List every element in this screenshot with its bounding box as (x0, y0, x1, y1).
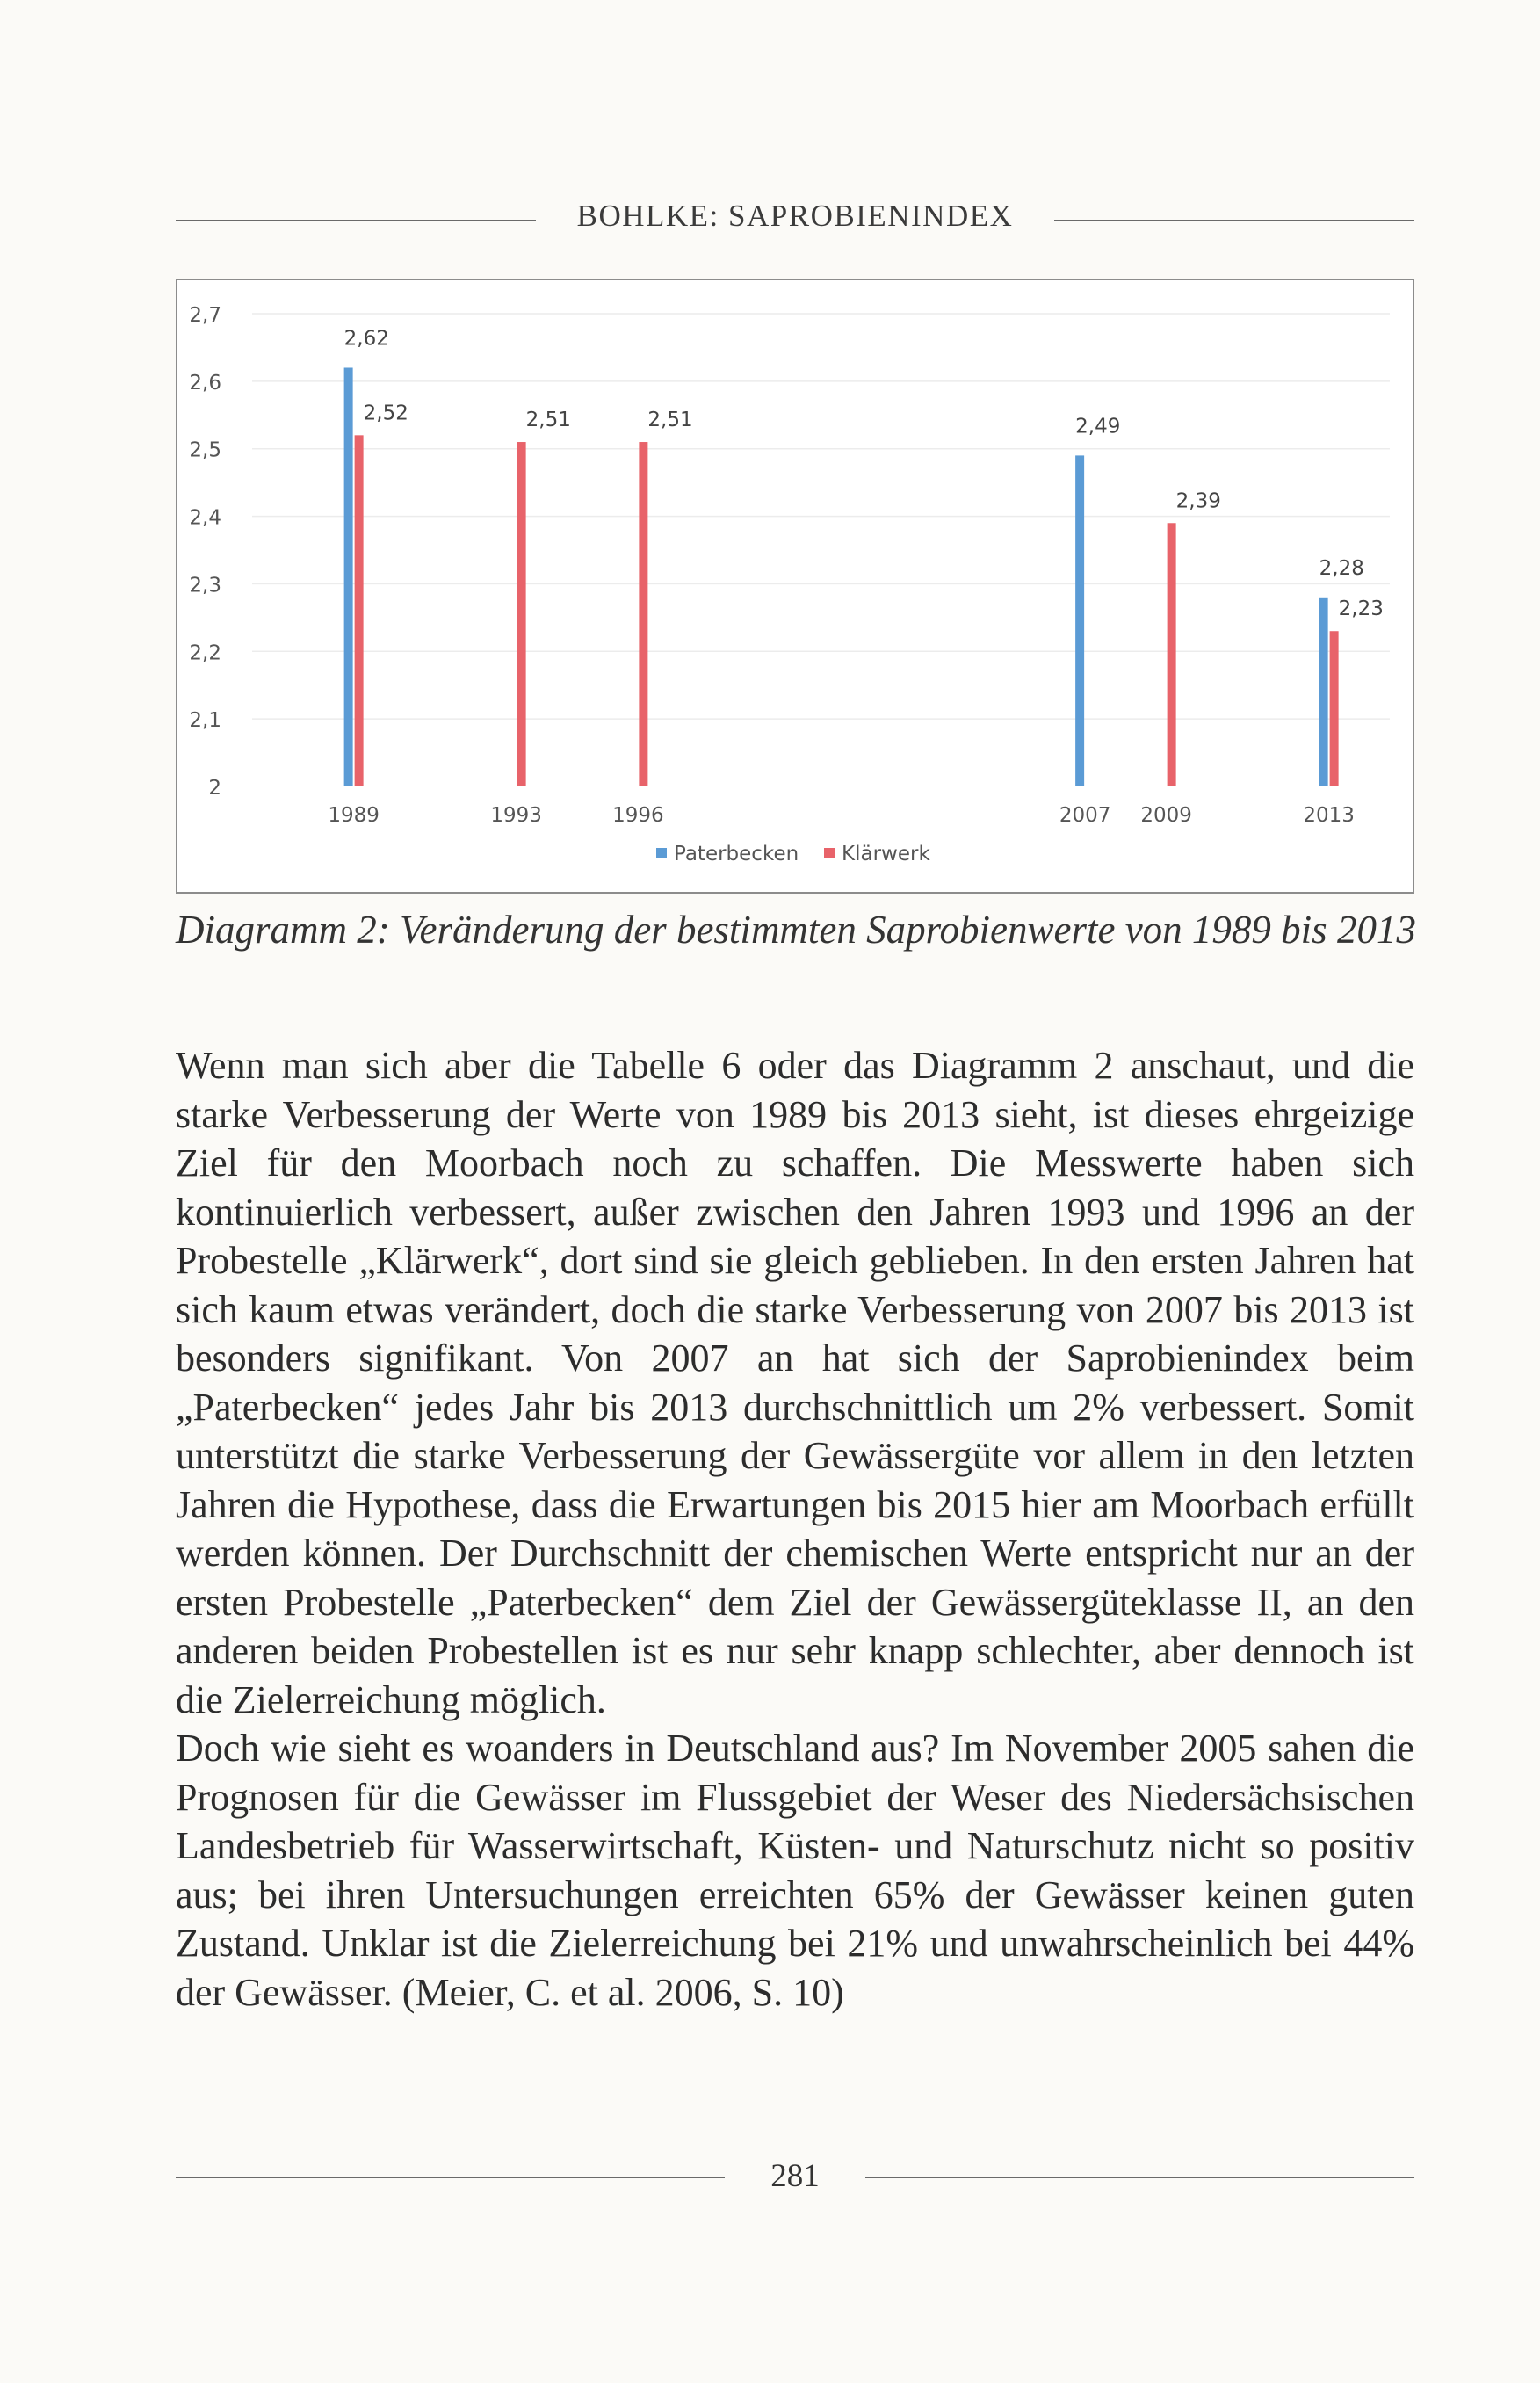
x-tick-label: 1989 (328, 804, 380, 827)
bar-klaerwerk-2013 (1330, 631, 1339, 786)
y-tick-label: 2,5 (189, 438, 221, 462)
bar-klaerwerk-2009 (1168, 523, 1176, 786)
x-tick-label: 1993 (490, 804, 542, 827)
figure-caption: Diagramm 2: Veränderung der bestimmten Saprobienwerte von 1989 bis 2013 (176, 908, 1416, 952)
data-label: 2,39 (1175, 489, 1221, 513)
legend-swatch-klaerwerk (824, 848, 835, 858)
legend-label: Klärwerk (842, 843, 930, 866)
paragraph-2: Doch wie sieht es woanders in Deutschland aus? Im November 2005 sahen die Prognosen für die Gewässer im Flussgebiet der Weser des Niedersächsischen Landesbetrieb für Wasserwirtschaft, Küsten- und Naturschutz nicht so positiv aus; bei ihren Untersuchungen erreichten 65% der Gewässer keinen guten Zustand. Unklar ist die Zielerreichung bei 21% und unwahrscheinlich bei 44% der Gewässer. (Meier, C. et al. 2006, S. 10) (176, 1727, 1414, 2014)
y-tick-label: 2 (208, 777, 221, 800)
chart-frame (176, 279, 1414, 894)
bar-klaerwerk-1996 (639, 442, 647, 786)
y-tick-label: 2,6 (189, 371, 221, 395)
footer-rule-right (865, 2177, 1414, 2178)
bar-klaerwerk-1989 (355, 435, 364, 786)
body-text (176, 1041, 1414, 2017)
legend-swatch-paterbecken (656, 848, 667, 858)
y-tick-label: 2,7 (189, 304, 221, 327)
x-tick-label: 2013 (1303, 804, 1355, 827)
x-tick-label: 2007 (1059, 804, 1111, 827)
y-tick-label: 2,2 (189, 641, 221, 665)
x-tick-label: 1996 (612, 804, 664, 827)
x-tick-label: 2009 (1140, 804, 1192, 827)
y-tick-label: 2,4 (189, 506, 221, 530)
data-label: 2,51 (647, 409, 693, 432)
bar-paterbecken-2007 (1075, 455, 1084, 786)
saprobien-bar-chart (177, 280, 1413, 892)
page-number: 281 (770, 2158, 820, 2194)
y-tick-label: 2,3 (189, 574, 221, 598)
legend-label: Paterbecken (674, 843, 799, 866)
paragraph-1: Wenn man sich aber die Tabelle 6 oder das Diagramm 2 anschaut, und die starke Verbesserung der Werte von 1989 bis 2013 sieht, ist dieses ehrgeizige Ziel für den Moorbach noch zu schaffen. Die Messwerte haben sich kontinuierlich verbessert, außer zwischen den Jahren 1993 und 1996 an der Probestelle „Klärwerk“, dort sind sie gleich geblieben. In den ersten Jahren hat sich kaum etwas verändert, doch die starke Verbesserung von 2007 bis 2013 ist besonders signifikant. Von 2007 an hat sich der Saprobienindex beim „Paterbecken“ jedes Jahr bis 2013 durchschnittlich um 2% verbessert. Somit unterstützt die starke Verbesserung der Gewässergüte vor allem in den letzten Jahren die Hypothese, dass die Erwartungen bis 2015 hier am Moorbach erfüllt werden können. Der Durchschnitt der chemischen Werte entspricht nur an der ersten Probestelle „Paterbecken“ dem Ziel der Gewässergüteklasse II, an den anderen beiden Probestellen ist es nur sehr knapp schlechter, aber dennoch ist die Zielerreichung möglich. (176, 1044, 1414, 1721)
data-label: 2,28 (1319, 556, 1364, 580)
bar-paterbecken-2013 (1319, 598, 1328, 786)
page-footer (176, 2157, 1414, 2201)
running-head (176, 195, 1414, 243)
data-label: 2,49 (1075, 415, 1121, 438)
data-label: 2,23 (1338, 598, 1384, 621)
data-label: 2,62 (343, 327, 389, 351)
y-tick-label: 2,1 (189, 709, 221, 733)
running-head-rule-right (1054, 220, 1414, 221)
running-head-title: BOHLKE: SAPROBIENINDEX (576, 199, 1014, 233)
data-label: 2,52 (363, 402, 408, 425)
bar-paterbecken-1989 (344, 367, 353, 786)
data-label: 2,51 (525, 409, 571, 432)
bar-klaerwerk-1993 (517, 442, 526, 786)
